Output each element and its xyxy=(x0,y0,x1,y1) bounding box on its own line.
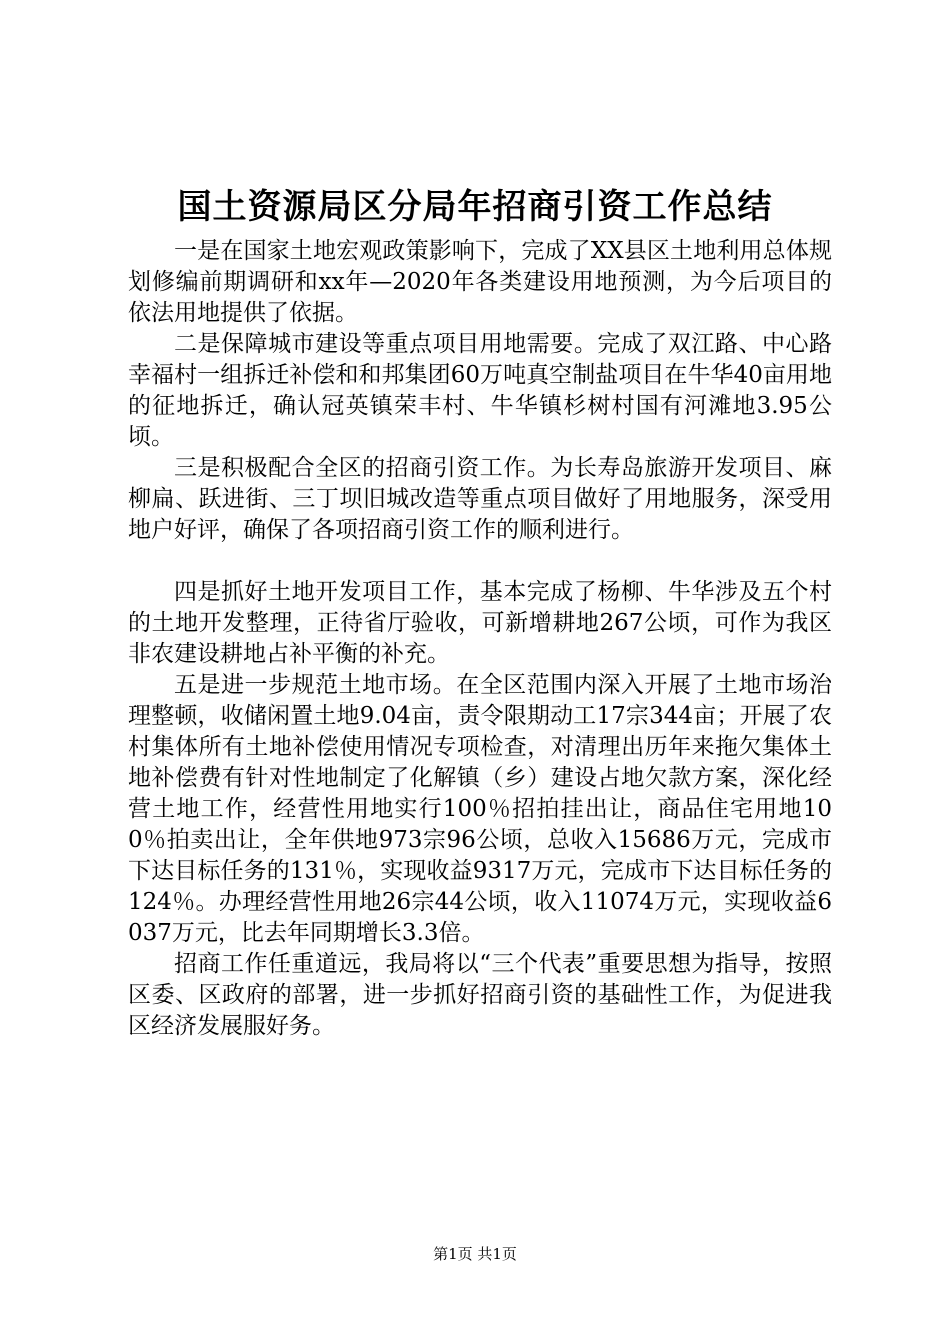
page-footer: 第1页 共1页 xyxy=(433,1245,517,1263)
paragraph-5: 五是进一步规范土地市场。在全区范围内深入开展了土地市场治理整顿，收储闲置土地9.04亩，责令限期动工17宗344亩；开展了农村集体所有土地补偿使用情况专项检查，对清理出历年来拖欠集体土地补偿费有针对性地制定了化解镇（乡）建设占地欠款方案，深化经营土地工作，经营性用地实行100％招拍挂出让，商品住宅用地100％拍卖出让，全年供地973宗96公顷，总收入15686万元，完成市下达目标任务的131％，实现收益9317万元，完成市下达目标任务的124％。办理经营性用地26宗44公顷，收入11074万元，实现收益6037万元，比去年同期增长3.3倍。 xyxy=(128,672,832,946)
paragraph-4: 四是抓好土地开发项目工作，基本完成了杨柳、牛华涉及五个村的土地开发整理，正待省厅验收，可新增耕地267公顷，可作为我区非农建设耕地占补平衡的补充。 xyxy=(128,579,832,667)
paragraph-2: 二是保障城市建设等重点项目用地需要。完成了双江路、中心路幸福村一组拆迁补偿和和邦集团60万吨真空制盐项目在牛华40亩用地的征地拆迁，确认冠英镇荣丰村、牛华镇杉树村国有河滩地3.95公顷。 xyxy=(128,331,832,450)
paragraph-1: 一是在国家土地宏观政策影响下，完成了XX县区土地利用总体规划修编前期调研和xx年—2020年各类建设用地预测，为今后项目的依法用地提供了依据。 xyxy=(128,238,832,326)
paragraph-6: 招商工作任重道远，我局将以“三个代表”重要思想为指导，按照区委、区政府的部署，进一步抓好招商引资的基础性工作，为促进我区经济发展服好务。 xyxy=(128,951,832,1039)
document-title: 国土资源局区分局年招商引资工作总结 xyxy=(177,187,773,227)
document-body xyxy=(128,236,832,1042)
paragraph-3: 三是积极配合全区的招商引资工作。为长寿岛旅游开发项目、麻柳扁、跃进街、三丁坝旧城改造等重点项目做好了用地服务，深受用地户好评，确保了各项招商引资工作的顺利进行。 xyxy=(128,455,832,543)
